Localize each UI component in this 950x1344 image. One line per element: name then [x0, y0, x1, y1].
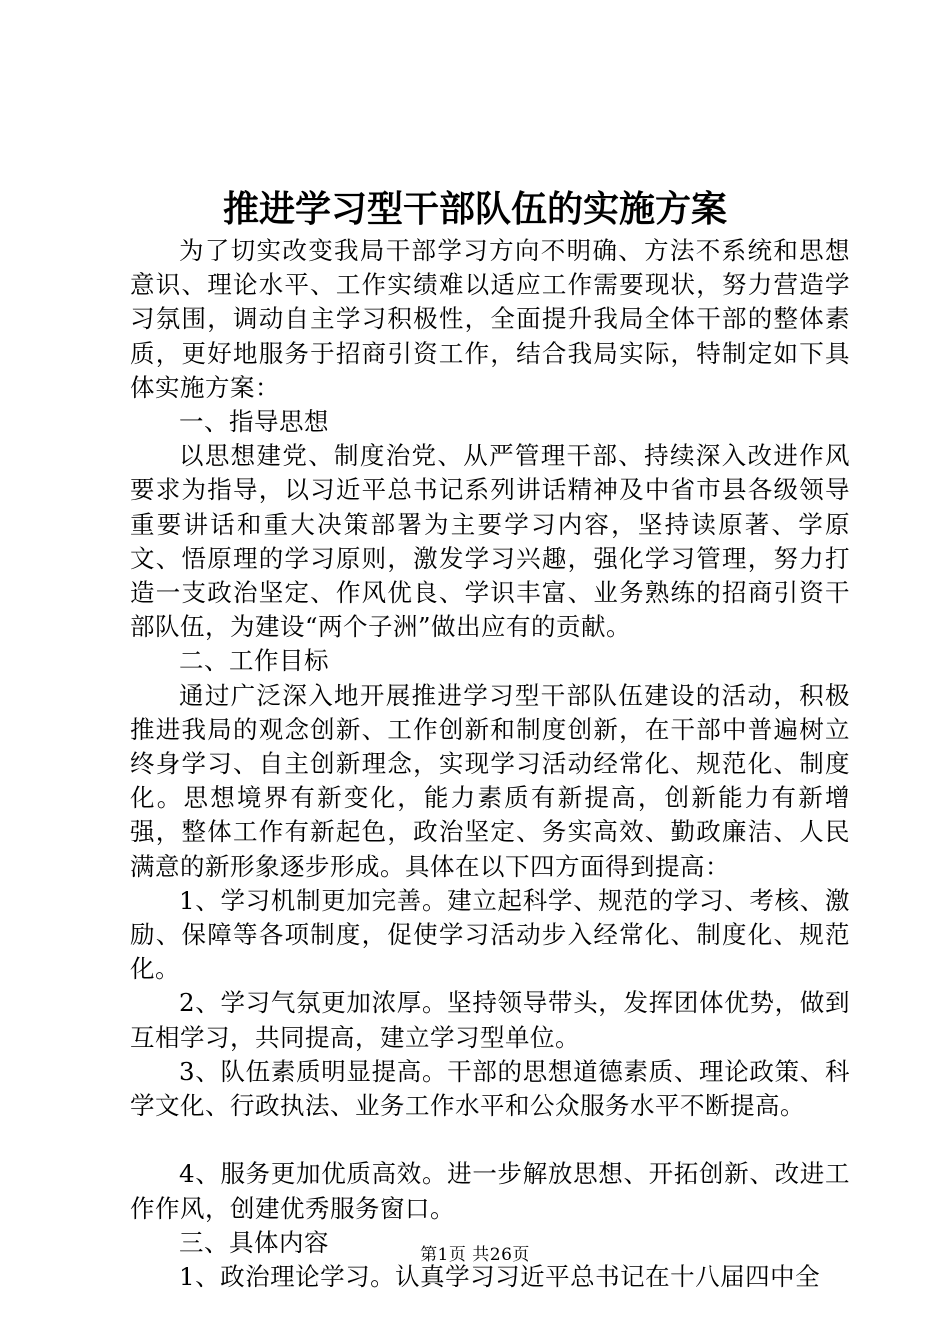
blank-line: [130, 1123, 850, 1157]
page-number-footer: 第1页 共26页: [420, 1245, 530, 1265]
goal-item-2: 2、学习气氛更加浓厚。坚持领导带头，发挥团体优势，做到互相学习，共同提高，建立学习型单位。: [130, 988, 850, 1052]
document-body: [130, 234, 850, 1294]
heading-specific-content: 三、具体内容: [179, 1227, 329, 1257]
heading-work-goals: 二、工作目标: [179, 646, 329, 676]
goal-item-4: 4、服务更加优质高效。进一步解放思想、开拓创新、改进工作作风，创建优秀服务窗口。: [130, 1159, 850, 1223]
goal-item-1: 1、学习机制更加完善。建立起科学、规范的学习、考核、激励、保障等各项制度，促使学习活动步入经常化、制度化、规范化。: [130, 885, 850, 984]
paragraph-intro: 为了切实改变我局干部学习方向不明确、方法不系统和思想意识、理论水平、工作实绩难以适应工作需要现状，努力营造学习氛围，调动自主学习积极性，全面提升我局全体干部的整体素质，更好地服务于招商引资工作，结合我局实际，特制定如下具体实施方案：: [130, 236, 850, 402]
content-item-1: 1、政治理论学习。认真学习习近平总书记在十八届四中全: [179, 1262, 821, 1292]
heading-guiding-thought: 一、指导思想: [179, 407, 329, 437]
document-title: 推进学习型干部队伍的实施方案: [222, 188, 727, 230]
goal-item-3: 3、队伍素质明显提高。干部的思想道德素质、理论政策、科学文化、行政执法、业务工作水平和公众服务水平不断提高。: [130, 1056, 850, 1121]
paragraph-guiding-thought: 以思想建党、制度治党、从严管理干部、持续深入改进作风要求为指导，以习近平总书记系列讲话精神及中省市县各级领导重要讲话和重大决策部署为主要学习内容，坚持读原著、学原文、悟原理的学习原则，激发学习兴趣，强化学习管理，努力打造一支政治坚定、作风优良、学识丰富、业务熟练的招商引资干部队伍，为建设“两个子洲”做出应有的贡献。: [130, 441, 850, 642]
paragraph-work-goals: 通过广泛深入地开展推进学习型干部队伍建设的活动，积极推进我局的观念创新、工作创新和制度创新，在干部中普遍树立终身学习、自主创新理念，实现学习活动经常化、规范化、制度化。思想境界有新变化，能力素质有新提高，创新能力有新增强，整体工作有新起色，政治坚定、务实高效、勤政廉洁、人民满意的新形象逐步形成。具体在以下四方面得到提高：: [130, 680, 850, 881]
